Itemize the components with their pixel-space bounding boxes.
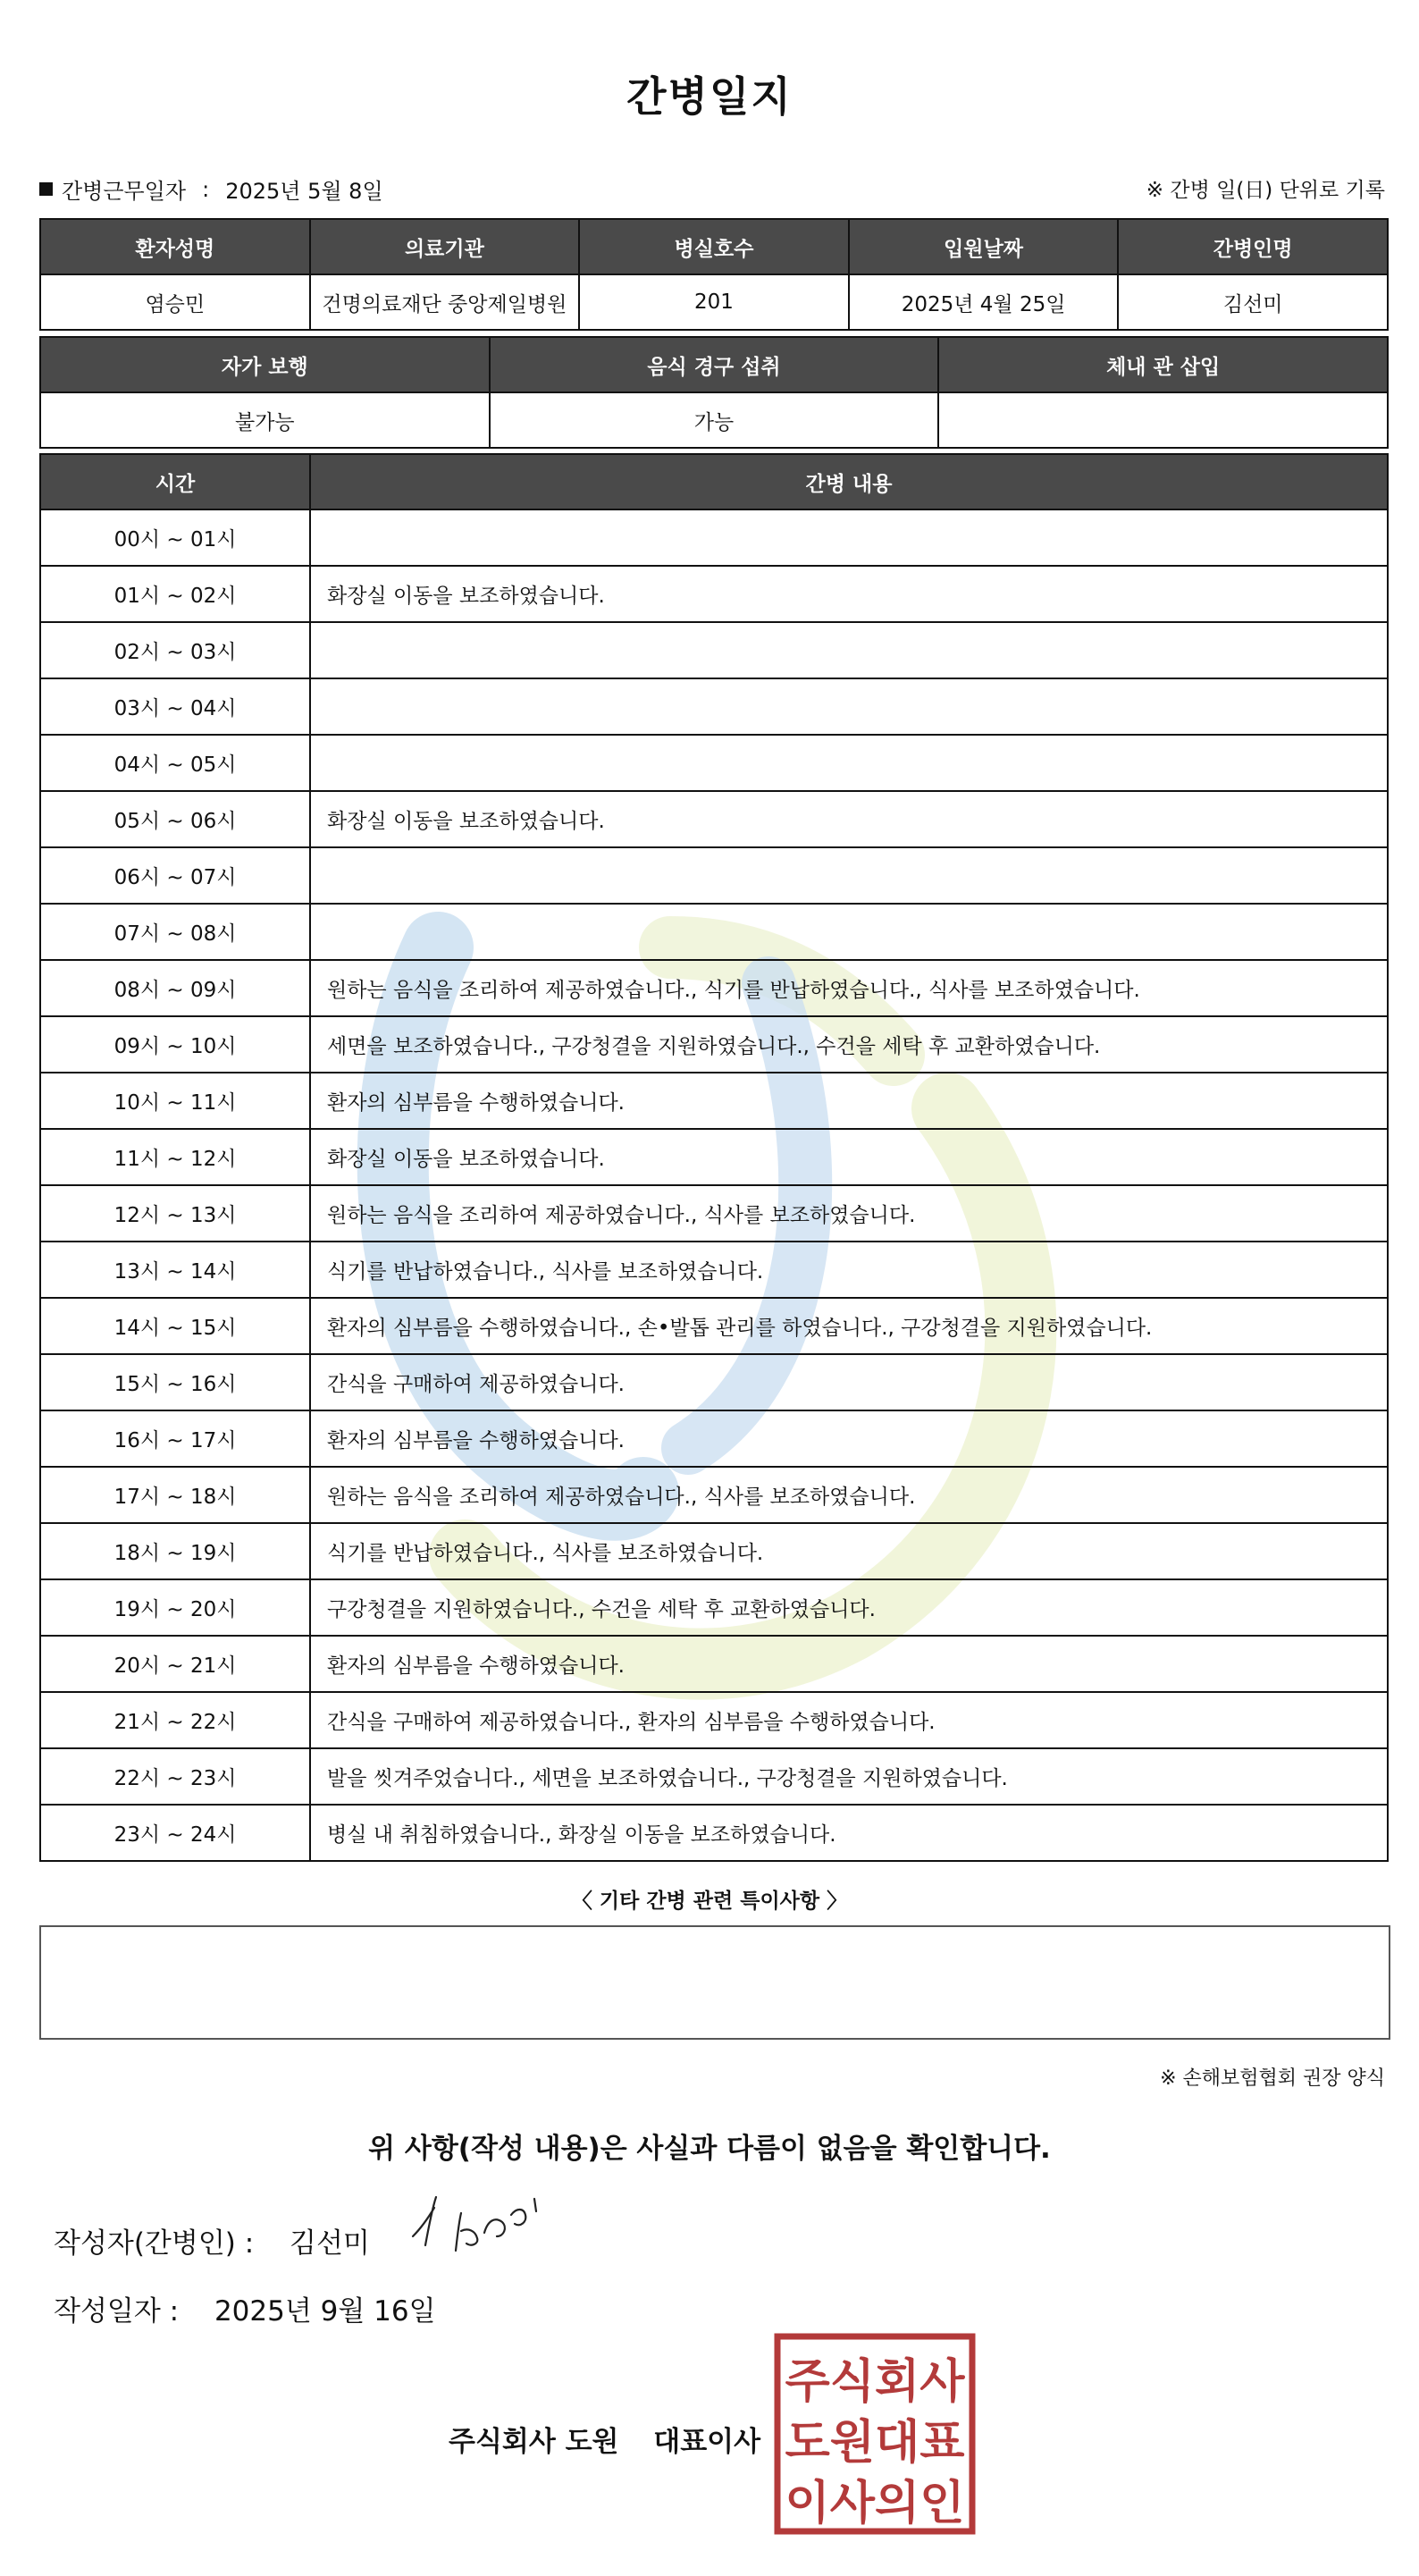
care-log-row <box>40 1748 1388 1805</box>
writer-label: 작성자(간병인) : <box>54 2227 255 2260</box>
log-time: 17시 ~ 18시 <box>40 1467 310 1523</box>
log-time: 02시 ~ 03시 <box>40 622 310 678</box>
handwritten-signature <box>402 2181 563 2261</box>
company-seal-stamp <box>774 2333 976 2535</box>
care-log-row <box>40 847 1388 904</box>
log-content <box>310 904 1388 960</box>
log-time: 16시 ~ 17시 <box>40 1410 310 1467</box>
caregiver-name: 김선미 <box>1118 274 1388 330</box>
care-log-row <box>40 1242 1388 1298</box>
square-bullet-icon <box>39 182 53 196</box>
patient-status-table <box>39 336 1389 449</box>
tube-insertion-value <box>938 392 1388 448</box>
care-log-row <box>40 1692 1388 1748</box>
log-time: 15시 ~ 16시 <box>40 1354 310 1410</box>
log-time: 00시 ~ 01시 <box>40 509 310 566</box>
patient-name: 염승민 <box>40 274 310 330</box>
log-time: 12시 ~ 13시 <box>40 1185 310 1242</box>
form-note: ※ 손해보험협회 권장 양식 <box>1160 2067 1385 2090</box>
header-patient-name: 환자성명 <box>40 219 310 274</box>
log-content <box>310 509 1388 566</box>
admission-date: 2025년 4월 25일 <box>849 274 1119 330</box>
log-content: 화장실 이동을 보조하였습니다. <box>310 1129 1388 1185</box>
unit-note: ※ 간병 일(日) 단위로 기록 <box>1146 179 1385 202</box>
patient-info-value-row <box>40 274 1388 330</box>
log-content: 간식을 구매하여 제공하였습니다. <box>310 1354 1388 1410</box>
company-name: 주식회사 도원 <box>449 2426 619 2458</box>
header-room: 병실호수 <box>579 219 849 274</box>
log-content: 식기를 반납하였습니다., 식사를 보조하였습니다. <box>310 1523 1388 1579</box>
status-value-row <box>40 392 1388 448</box>
log-time: 03시 ~ 04시 <box>40 678 310 735</box>
log-time: 01시 ~ 02시 <box>40 566 310 622</box>
header-admission-date: 입원날짜 <box>849 219 1119 274</box>
care-log-header-row <box>40 454 1388 509</box>
care-log-row <box>40 1805 1388 1861</box>
care-log-table <box>39 453 1389 1862</box>
log-content: 환자의 심부름을 수행하였습니다. <box>310 1073 1388 1129</box>
care-log-row <box>40 1579 1388 1636</box>
special-notes-title: 〈 기타 간병 관련 특이사항 〉 <box>571 1890 848 1913</box>
self-walking-value: 불가능 <box>40 392 490 448</box>
special-notes-box <box>39 1925 1390 2040</box>
care-log-row <box>40 622 1388 678</box>
log-time: 14시 ~ 15시 <box>40 1298 310 1354</box>
log-content: 환자의 심부름을 수행하였습니다., 손•발톱 관리를 하였습니다., 구강청결을 지원하였습니다. <box>310 1298 1388 1354</box>
writer-name: 김선미 <box>290 2227 370 2260</box>
header-oral-intake: 음식 경구 섭취 <box>490 337 939 392</box>
date-value: 2025년 9월 16일 <box>214 2295 436 2328</box>
patient-info-header-row <box>40 219 1388 274</box>
care-log-row <box>40 1636 1388 1692</box>
log-content: 원하는 음식을 조리하여 제공하였습니다., 식사를 보조하였습니다. <box>310 1185 1388 1242</box>
care-log-row <box>40 960 1388 1016</box>
care-log-row <box>40 509 1388 566</box>
header-self-walking: 자가 보행 <box>40 337 490 392</box>
work-date-label: 간병근무일자 <box>62 179 187 204</box>
log-content: 화장실 이동을 보조하였습니다. <box>310 566 1388 622</box>
care-log-row <box>40 1467 1388 1523</box>
log-time: 18시 ~ 19시 <box>40 1523 310 1579</box>
hospital-name: 건명의료재단 중앙제일병원 <box>310 274 580 330</box>
log-time: 07시 ~ 08시 <box>40 904 310 960</box>
care-log-row <box>40 1016 1388 1073</box>
work-date-colon: : <box>202 176 210 202</box>
care-log-row <box>40 566 1388 622</box>
log-time: 08시 ~ 09시 <box>40 960 310 1016</box>
work-date-value: 2025년 5월 8일 <box>225 179 383 204</box>
log-content: 세면을 보조하였습니다., 구강청결을 지원하였습니다., 수건을 세탁 후 교환하였습니다. <box>310 1016 1388 1073</box>
log-content <box>310 847 1388 904</box>
log-time: 21시 ~ 22시 <box>40 1692 310 1748</box>
care-log-row <box>40 1354 1388 1410</box>
oral-intake-value: 가능 <box>490 392 939 448</box>
log-content <box>310 678 1388 735</box>
care-log-row <box>40 735 1388 791</box>
confirmation-statement: 위 사항(작성 내용)은 사실과 다름이 없음을 확인합니다. <box>368 2133 1051 2165</box>
care-log-row <box>40 904 1388 960</box>
care-log-row <box>40 1298 1388 1354</box>
seal-line-3: 이사의인 <box>785 2476 965 2530</box>
log-content: 식기를 반납하였습니다., 식사를 보조하였습니다. <box>310 1242 1388 1298</box>
log-time: 05시 ~ 06시 <box>40 791 310 847</box>
representative-title: 대표이사 <box>653 2426 761 2458</box>
company-line <box>449 2419 760 2459</box>
work-date-line <box>39 173 383 205</box>
care-log-row <box>40 1523 1388 1579</box>
log-content: 원하는 음식을 조리하여 제공하였습니다., 식기를 반납하였습니다., 식사를 보조하였습니다. <box>310 960 1388 1016</box>
care-log-row <box>40 1410 1388 1467</box>
care-log-row <box>40 1129 1388 1185</box>
log-time: 20시 ~ 21시 <box>40 1636 310 1692</box>
date-label: 작성일자 : <box>54 2295 180 2328</box>
log-content: 화장실 이동을 보조하였습니다. <box>310 791 1388 847</box>
status-header-row <box>40 337 1388 392</box>
log-content: 병실 내 취침하였습니다., 화장실 이동을 보조하였습니다. <box>310 1805 1388 1861</box>
header-time: 시간 <box>40 454 310 509</box>
log-time: 09시 ~ 10시 <box>40 1016 310 1073</box>
log-time: 11시 ~ 12시 <box>40 1129 310 1185</box>
log-time: 10시 ~ 11시 <box>40 1073 310 1129</box>
header-tube-insertion: 체내 관 삽입 <box>938 337 1388 392</box>
log-content <box>310 622 1388 678</box>
care-log-row <box>40 791 1388 847</box>
room-number: 201 <box>579 274 849 330</box>
header-caregiver: 간병인명 <box>1118 219 1388 274</box>
seal-line-1: 주식회사 <box>785 2354 965 2409</box>
header-hospital: 의료기관 <box>310 219 580 274</box>
seal-line-2: 도원대표 <box>785 2415 965 2470</box>
log-content: 발을 씻겨주었습니다., 세면을 보조하였습니다., 구강청결을 지원하였습니다. <box>310 1748 1388 1805</box>
patient-info-table <box>39 218 1389 331</box>
log-time: 22시 ~ 23시 <box>40 1748 310 1805</box>
log-content: 구강청결을 지원하였습니다., 수건을 세탁 후 교환하였습니다. <box>310 1579 1388 1636</box>
writer-line <box>54 2220 370 2260</box>
care-log-row <box>40 678 1388 735</box>
care-log-row <box>40 1073 1388 1129</box>
log-time: 06시 ~ 07시 <box>40 847 310 904</box>
log-content <box>310 735 1388 791</box>
log-time: 19시 ~ 20시 <box>40 1579 310 1636</box>
log-content: 원하는 음식을 조리하여 제공하였습니다., 식사를 보조하였습니다. <box>310 1467 1388 1523</box>
log-time: 13시 ~ 14시 <box>40 1242 310 1298</box>
care-log-row <box>40 1185 1388 1242</box>
log-content: 간식을 구매하여 제공하였습니다., 환자의 심부름을 수행하였습니다. <box>310 1692 1388 1748</box>
header-care-content: 간병 내용 <box>310 454 1388 509</box>
log-content: 환자의 심부름을 수행하였습니다. <box>310 1636 1388 1692</box>
written-date-line <box>54 2288 436 2328</box>
log-time: 04시 ~ 05시 <box>40 735 310 791</box>
log-content: 환자의 심부름을 수행하였습니다. <box>310 1410 1388 1467</box>
log-time: 23시 ~ 24시 <box>40 1805 310 1861</box>
document-title: 간병일지 <box>626 72 793 121</box>
